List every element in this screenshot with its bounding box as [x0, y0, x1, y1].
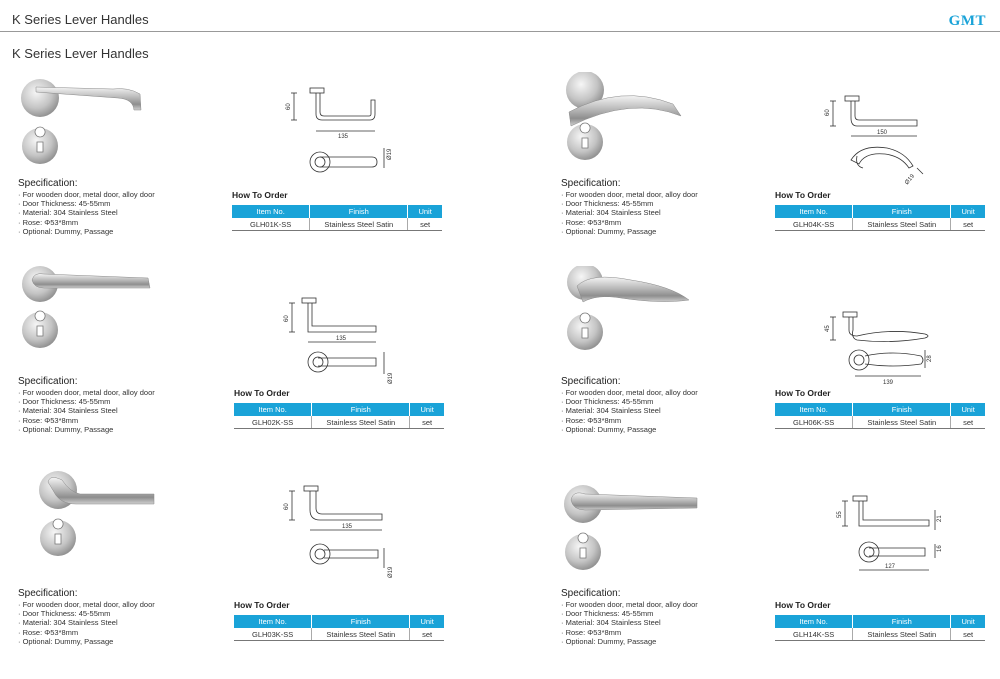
technical-drawing-glh03k [280, 484, 400, 582]
spec-heading: Specification: [18, 376, 78, 387]
product-photo-glh04k [561, 72, 701, 182]
dim-mid-label: 16 [937, 545, 943, 552]
cell-unit: set [408, 218, 442, 231]
spec-heading: Specification: [561, 178, 621, 189]
col-item-no: Item No. [775, 403, 853, 416]
col-unit: Unit [951, 615, 985, 628]
product-glh03k [18, 470, 458, 670]
spec-line: · Door Thickness: 45-55mm [18, 609, 111, 619]
cell-finish: Stainless Steel Satin [853, 416, 951, 429]
dim-length-label: 127 [885, 564, 896, 570]
col-finish: Finish [312, 403, 410, 416]
dim-diameter-label: Ø19 [387, 148, 393, 160]
technical-drawing-glh01k [280, 86, 400, 176]
spec-line: · Door Thickness: 45-55mm [561, 199, 654, 209]
dim-height-label: 60 [286, 103, 292, 110]
col-finish: Finish [310, 205, 408, 218]
spec-line: · Optional: Dummy, Passage [18, 636, 114, 646]
spec-line: · Material: 304 Stainless Steel [561, 406, 661, 416]
brand-logo: GMT [948, 13, 986, 29]
spec-line: · Optional: Dummy, Passage [561, 424, 657, 434]
spec-line: · Material: 304 Stainless Steel [18, 406, 118, 416]
spec-line: · Optional: Dummy, Passage [561, 226, 657, 236]
col-item-no: Item No. [234, 615, 312, 628]
col-finish: Finish [853, 403, 951, 416]
cell-item-no: GLH14K-SS [775, 628, 853, 641]
order-heading: How To Order [775, 388, 831, 398]
order-table-glh04k [775, 190, 985, 231]
cell-unit: set [951, 416, 985, 429]
cell-finish: Stainless Steel Satin [853, 628, 951, 641]
col-finish: Finish [853, 205, 951, 218]
cell-unit: set [951, 628, 985, 641]
col-item-no: Item No. [234, 403, 312, 416]
product-glh01k [18, 72, 458, 272]
dim-diameter-label: Ø19 [388, 566, 394, 578]
spec-line: · Rose: Φ53*8mm [561, 627, 622, 637]
spec-line: · For wooden door, metal door, alloy door [18, 190, 155, 199]
spec-block-glh02k [18, 376, 155, 434]
dim-height-label: 55 [837, 511, 843, 518]
technical-drawing-glh06k [821, 310, 941, 392]
spec-line: · Rose: Φ53*8mm [18, 415, 79, 425]
col-item-no: Item No. [232, 205, 310, 218]
order-heading: How To Order [234, 388, 290, 398]
dim-height-label: 45 [825, 325, 831, 332]
spec-line: · Optional: Dummy, Passage [18, 424, 114, 434]
spec-heading: Specification: [18, 588, 78, 599]
spec-block-glh01k [18, 178, 155, 236]
order-table-glh02k [234, 388, 444, 429]
product-photo-glh02k [18, 266, 158, 376]
cell-unit: set [951, 218, 985, 231]
col-unit: Unit [410, 403, 444, 416]
order-heading: How To Order [775, 600, 831, 610]
dim-length-label: 135 [342, 524, 353, 530]
spec-heading: Specification: [561, 376, 621, 387]
cell-item-no: GLH01K-SS [232, 218, 310, 231]
spec-line: · Door Thickness: 45-55mm [18, 397, 111, 407]
order-table-glh03k [234, 600, 444, 641]
spec-line: · For wooden door, metal door, alloy door [561, 190, 698, 199]
dim-width-label: 28 [927, 355, 933, 362]
spec-block-glh04k [561, 178, 698, 236]
cell-finish: Stainless Steel Satin [310, 218, 408, 231]
spec-line: · Rose: Φ53*8mm [561, 415, 622, 425]
spec-line: · Door Thickness: 45-55mm [561, 609, 654, 619]
order-heading: How To Order [234, 600, 290, 610]
product-glh02k [18, 266, 458, 466]
order-table-glh14k [775, 600, 985, 641]
spec-block-glh03k [18, 588, 155, 646]
page-header [0, 0, 1000, 32]
spec-line: · Rose: Φ53*8mm [561, 217, 622, 227]
cell-item-no: GLH04K-SS [775, 218, 853, 231]
col-finish: Finish [312, 615, 410, 628]
dim-height-label: 60 [284, 315, 290, 322]
order-table-glh01k [232, 190, 442, 231]
table-row [232, 218, 442, 231]
cell-finish: Stainless Steel Satin [853, 218, 951, 231]
cell-item-no: GLH02K-SS [234, 416, 312, 429]
spec-line: · For wooden door, metal door, alloy door [18, 388, 155, 397]
col-unit: Unit [951, 205, 985, 218]
page-title: K Series Lever Handles [12, 46, 149, 61]
dim-top-label: 21 [937, 515, 943, 522]
technical-drawing-glh14k [833, 494, 953, 598]
product-photo-glh14k [561, 470, 701, 580]
col-unit: Unit [410, 615, 444, 628]
table-row [775, 416, 985, 429]
table-row [775, 218, 985, 231]
order-heading: How To Order [775, 190, 831, 200]
spec-heading: Specification: [561, 588, 621, 599]
order-table-glh06k [775, 388, 985, 429]
technical-drawing-glh02k [280, 296, 400, 388]
dim-length-label: 150 [877, 130, 888, 136]
product-glh14k [561, 470, 1000, 670]
cell-unit: set [410, 628, 444, 641]
spec-line: · Optional: Dummy, Passage [18, 226, 114, 236]
dim-length-label: 135 [338, 134, 349, 140]
dim-length-label: 139 [883, 380, 894, 386]
spec-line: · Rose: Φ53*8mm [18, 627, 79, 637]
table-row [234, 416, 444, 429]
spec-line: · Material: 304 Stainless Steel [561, 208, 661, 218]
product-photo-glh03k [18, 470, 158, 580]
col-item-no: Item No. [775, 615, 853, 628]
cell-finish: Stainless Steel Satin [312, 628, 410, 641]
dim-diameter-label: Ø19 [904, 173, 917, 187]
spec-block-glh06k [561, 376, 698, 434]
header-series-title: K Series Lever Handles [12, 12, 149, 27]
spec-line: · Rose: Φ53*8mm [18, 217, 79, 227]
spec-line: · Door Thickness: 45-55mm [561, 397, 654, 407]
cell-item-no: GLH06K-SS [775, 416, 853, 429]
spec-line: · For wooden door, metal door, alloy door [561, 600, 698, 609]
col-unit: Unit [408, 205, 442, 218]
col-finish: Finish [853, 615, 951, 628]
dim-height-label: 60 [284, 503, 290, 510]
table-row [234, 628, 444, 641]
header-divider [0, 31, 1000, 32]
product-glh04k [561, 72, 1000, 272]
cell-item-no: GLH03K-SS [234, 628, 312, 641]
technical-drawing-glh04k [821, 94, 941, 194]
spec-heading: Specification: [18, 178, 78, 189]
spec-line: · Material: 304 Stainless Steel [561, 618, 661, 628]
product-photo-glh01k [18, 72, 158, 182]
cell-finish: Stainless Steel Satin [312, 416, 410, 429]
product-photo-glh06k [561, 266, 701, 376]
spec-line: · Door Thickness: 45-55mm [18, 199, 111, 209]
table-row [775, 628, 985, 641]
col-item-no: Item No. [775, 205, 853, 218]
col-unit: Unit [951, 403, 985, 416]
spec-line: · Material: 304 Stainless Steel [18, 618, 118, 628]
spec-block-glh14k [561, 588, 698, 646]
spec-line: · For wooden door, metal door, alloy door [18, 600, 155, 609]
spec-line: · Material: 304 Stainless Steel [18, 208, 118, 218]
order-heading: How To Order [232, 190, 288, 200]
spec-line: · For wooden door, metal door, alloy door [561, 388, 698, 397]
dim-diameter-label: Ø19 [388, 372, 394, 384]
product-glh06k [561, 266, 1000, 466]
dim-height-label: 60 [825, 109, 831, 116]
dim-length-label: 135 [336, 336, 347, 342]
spec-line: · Optional: Dummy, Passage [561, 636, 657, 646]
cell-unit: set [410, 416, 444, 429]
